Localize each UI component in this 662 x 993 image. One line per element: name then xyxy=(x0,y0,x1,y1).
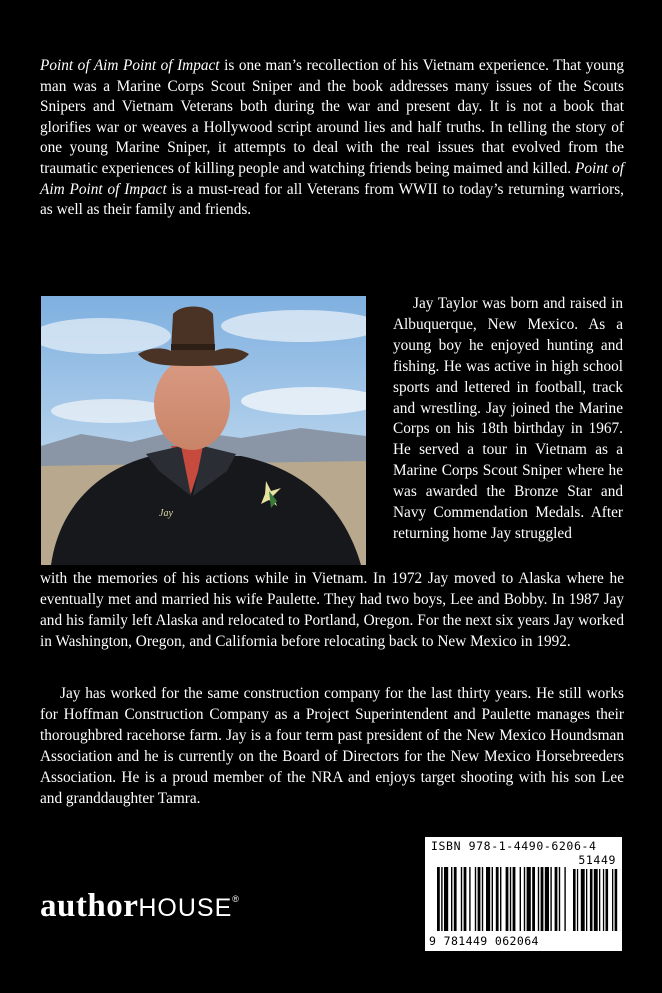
isbn-barcode xyxy=(425,837,622,951)
jacket-embroidery: Jay xyxy=(159,508,173,519)
registered-mark: ® xyxy=(232,894,239,904)
ean-number: 9 781449 062064 xyxy=(429,934,539,948)
blurb-text: is one man’s recollection of his Vietnam experience. That young man was a Marine Corps Scout Sniper and the book addresses many issues of the Scouts Snipers and Vietnam Veterans both during the war and present day. It is not a book that glorifies war or weaves a Hollywood script around lies and half truths. In telling the story of one young Marine Sniper, it attempts to deal with the real issues that evolved from the traumatic experiences of killing people and watching friends being maimed and killed. xyxy=(40,57,624,177)
publisher-logo xyxy=(40,888,239,925)
publisher-name-part2: HOUSE xyxy=(138,894,233,922)
publisher-name-part1: author xyxy=(40,888,139,924)
bio-text: Jay Taylor was born and raised in Albuquerque, New Mexico. As a young boy he enjoyed hunting and fishing. He was active in high school sports and lettered in football, track and wrestling. Jay joined the Marine Corps on his 18th birthday in 1967. He served a tour in Vietnam as a Marine Corps Scout Sniper where he was awarded the Bronze Star and Navy Commendation Medals. After returning home Jay struggled xyxy=(393,295,623,542)
book-title: Point of Aim Point of Impact xyxy=(40,159,624,198)
back-cover-blurb xyxy=(40,56,624,221)
author-bio-paragraph-2: Jay has worked for the same construction company for the last thirty years. He still works for Hoffman Construction Company as a Project Superintendent and Paulette manages their thoroughbred racehorse farm. Jay is a four term past president of the New Mexico Houndsman Association and he is currently on the Board of Directors for the New Mexico Horsebreeders Association. He is a proud member of the NRA and enjoys target shooting with his son Lee and granddaughter Tamra. xyxy=(40,685,624,807)
author-bio-wrapped xyxy=(393,294,623,545)
author-photo xyxy=(41,296,366,565)
book-title: Point of Aim Point of Impact xyxy=(40,57,220,74)
author-bio-continued: with the memories of his actions while in Vietnam. In 1972 Jay moved to Alaska where he eventually met and married his wife Paulette. They had two boys, Lee and Bobby. In 1987 Jay and his family left Alaska and relocated to Portland, Oregon. For the next six years Jay worked in Washington, Oregon, and California before relocating back to New Mexico in 1992. xyxy=(40,570,624,650)
price-addon: 51449 xyxy=(578,853,616,867)
isbn-number: ISBN 978-1-4490-6206-4 xyxy=(431,839,597,853)
blurb-text: is a must-read for all Veterans from WWII to today’s returning warriors, as well as their family and friends. xyxy=(40,180,624,219)
